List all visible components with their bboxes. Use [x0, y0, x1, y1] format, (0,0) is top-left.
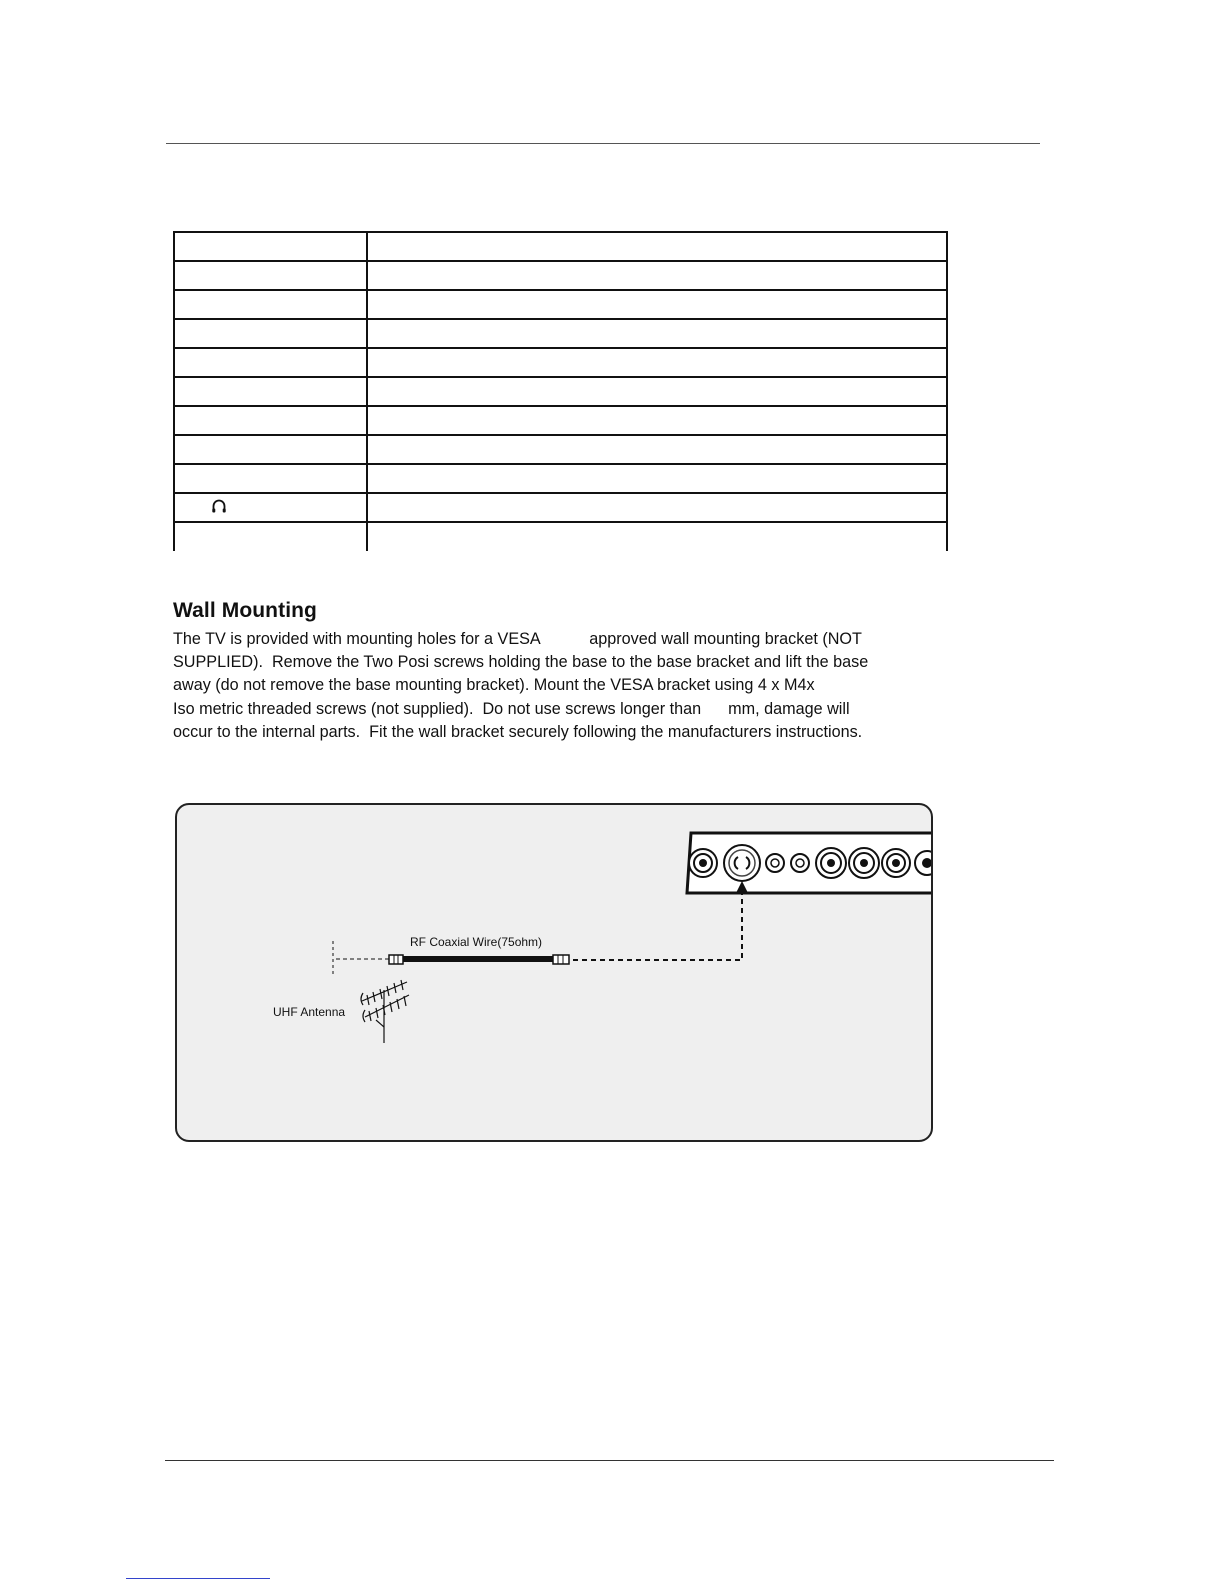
rf-input-jack-icon — [724, 845, 760, 881]
paragraph-line: The TV is provided with mounting holes for a VESA approved wall mounting bracket (NOT — [173, 630, 862, 648]
paragraph-line: Iso metric threaded screws (not supplied). Do not use screws longer than mm, damage will — [173, 699, 850, 718]
section-title: Wall Mounting — [173, 599, 317, 622]
connector-jack-icon — [816, 848, 846, 878]
spec-label — [174, 319, 367, 348]
spec-value — [367, 377, 947, 406]
spec-label — [174, 232, 367, 261]
table-row — [174, 522, 947, 551]
table-row — [174, 290, 947, 319]
connector-jack-icon — [689, 849, 717, 877]
spec-label — [174, 290, 367, 319]
table-row — [174, 406, 947, 435]
connector-jack-icon — [882, 849, 910, 877]
tv-rear-panel — [687, 833, 933, 893]
spec-label — [174, 435, 367, 464]
spec-value — [367, 493, 947, 522]
spec-label — [174, 261, 367, 290]
spec-label — [174, 377, 367, 406]
header-rule — [166, 143, 1040, 144]
table-row — [174, 464, 947, 493]
spec-value — [367, 290, 947, 319]
coax-wire-label: RF Coaxial Wire(75ohm) — [410, 935, 543, 949]
coaxial-cable-icon — [336, 955, 569, 964]
spec-value — [367, 232, 947, 261]
table-row — [174, 319, 947, 348]
headphone-icon — [211, 498, 227, 518]
connection-illustration — [177, 805, 933, 1142]
table-row — [174, 493, 947, 522]
paragraph-line: occur to the internal parts. Fit the wall bracket securely following the manufacturers instructions. — [173, 722, 863, 741]
table-row — [174, 377, 947, 406]
footer-link-underline — [126, 1578, 270, 1579]
table-row — [174, 232, 947, 261]
specs-table — [173, 231, 948, 551]
uhf-antenna-icon — [361, 980, 409, 1043]
spec-value — [367, 406, 947, 435]
connector-jack-icon — [849, 848, 879, 878]
table-row — [174, 348, 947, 377]
paragraph-line: away (do not remove the base mounting bracket). Mount the VESA bracket using 4 x M4x — [173, 676, 815, 695]
spec-value — [367, 522, 947, 551]
uhf-antenna-label: UHF Antenna — [273, 1005, 346, 1019]
connection-path — [573, 891, 742, 960]
spec-label — [174, 464, 367, 493]
spec-value — [367, 319, 947, 348]
connector-jack-icon — [766, 854, 784, 872]
paragraph-line: SUPPLIED). Remove the Two Posi screws holding the base to the base bracket and lift the base — [173, 653, 869, 672]
table-row — [174, 435, 947, 464]
spec-label — [174, 493, 367, 522]
spec-value — [367, 261, 947, 290]
connector-jack-icon — [915, 851, 933, 875]
spec-label — [174, 522, 367, 551]
spec-label — [174, 348, 367, 377]
antenna-connection-diagram — [175, 803, 933, 1142]
wall-mounting-paragraph — [173, 628, 933, 744]
footer-rule — [165, 1460, 1054, 1461]
spec-value — [367, 464, 947, 493]
spec-label — [174, 406, 367, 435]
spec-value — [367, 348, 947, 377]
connector-jack-icon — [791, 854, 809, 872]
table-row — [174, 261, 947, 290]
spec-value — [367, 435, 947, 464]
